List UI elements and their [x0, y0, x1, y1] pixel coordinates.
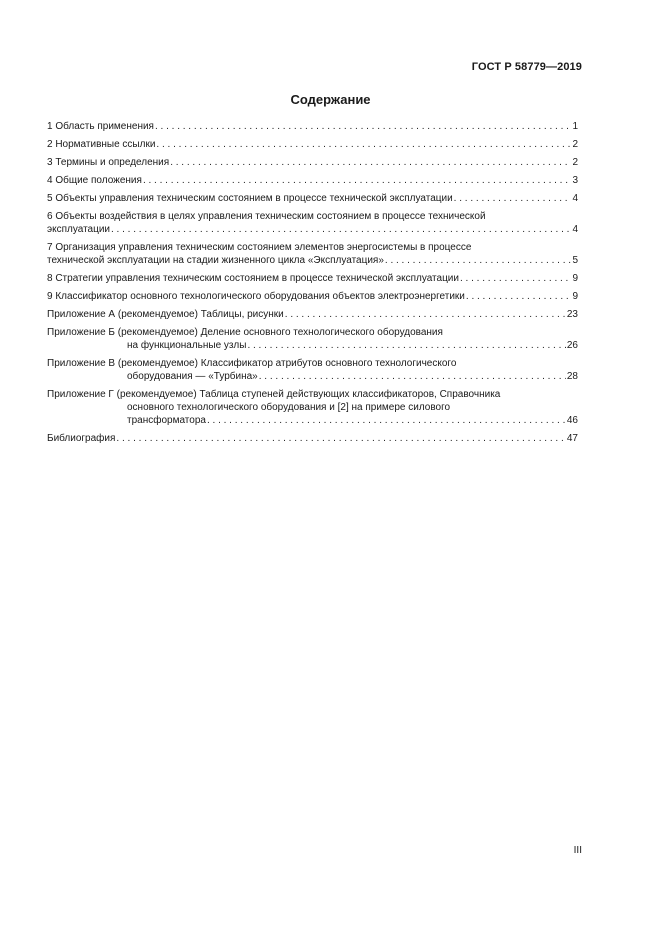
toc-entry[interactable] — [47, 388, 578, 427]
toc-entry-label: 4 Общие положения — [47, 175, 142, 186]
toc-entry-last-line — [47, 339, 578, 352]
toc-entry-last-line — [47, 174, 578, 187]
toc-entry-page: 9 — [572, 291, 578, 302]
toc-entry-page: 26 — [566, 340, 578, 351]
toc-leader-dots — [259, 370, 566, 383]
toc-entry-last-line — [47, 370, 578, 383]
toc-entry-line: Приложение Б (рекомендуемое) Деление основного технологического оборудования — [47, 327, 443, 338]
toc-entry-last-line — [47, 192, 578, 205]
toc-entry-last-line — [47, 308, 578, 321]
toc-leader-dots — [170, 156, 571, 169]
toc-entry-label: на функциональные узлы — [127, 340, 247, 351]
toc-entry-last-line — [47, 138, 578, 151]
toc-entry[interactable] — [47, 120, 578, 133]
toc-entry-page: 9 — [572, 273, 578, 284]
toc-entry-page: 3 — [572, 175, 578, 186]
toc-entry[interactable] — [47, 308, 578, 321]
toc-entry-last-line — [47, 432, 578, 445]
toc-entry-label: 8 Стратегии управления техническим состоянием в процессе технической эксплуатации — [47, 273, 459, 284]
toc-entry-last-line — [47, 290, 578, 303]
toc-entry-page: 4 — [572, 193, 578, 204]
toc-entry-line: Приложение Г (рекомендуемое) Таблица ступеней действующих классификаторов, Справочника — [47, 389, 501, 400]
toc-leader-dots — [116, 432, 565, 445]
toc-leader-dots — [454, 192, 572, 205]
toc-leader-dots — [460, 272, 571, 285]
toc-entry-label: Библиография — [47, 433, 116, 444]
toc-entry[interactable] — [47, 241, 578, 267]
toc-entry[interactable] — [47, 272, 578, 285]
toc-entry[interactable] — [47, 138, 578, 151]
toc-entry-line: 6 Объекты воздействия в целях управления техническим состоянием в процессе технической — [47, 211, 486, 222]
toc-entry-page: 2 — [572, 139, 578, 150]
toc-entry[interactable] — [47, 357, 578, 383]
toc-entry-label: оборудования — «Турбина» — [127, 371, 258, 382]
toc-entry[interactable] — [47, 290, 578, 303]
table-of-contents — [47, 120, 578, 445]
toc-leader-dots — [466, 290, 572, 303]
toc-entry-label: 1 Область применения — [47, 121, 154, 132]
toc-leader-dots — [285, 308, 566, 321]
toc-entry-last-line — [47, 414, 578, 427]
toc-entry-last-line — [47, 223, 578, 236]
toc-leader-dots — [385, 254, 572, 267]
toc-entry-page: 5 — [572, 255, 578, 266]
toc-entry-last-line — [47, 254, 578, 267]
toc-leader-dots — [155, 120, 571, 133]
toc-entry-label: 5 Объекты управления техническим состоянием в процессе технической эксплуатации — [47, 193, 453, 204]
toc-entry-page: 1 — [572, 121, 578, 132]
document-code: ГОСТ Р 58779—2019 — [471, 61, 582, 73]
toc-entry-page: 23 — [566, 309, 578, 320]
page-number: III — [573, 845, 582, 856]
toc-entry-label: 2 Нормативные ссылки — [47, 139, 156, 150]
toc-entry[interactable] — [47, 210, 578, 236]
toc-entry-line: Приложение В (рекомендуемое) Классификатор атрибутов основного технологического — [47, 358, 457, 369]
toc-entry-page: 4 — [572, 224, 578, 235]
toc-entry-last-line — [47, 156, 578, 169]
toc-leader-dots — [111, 223, 571, 236]
toc-entry-label: 9 Классификатор основного технологического оборудования объектов электроэнергетики — [47, 291, 465, 302]
toc-entry-last-line — [47, 272, 578, 285]
toc-entry-label: технической эксплуатации на стадии жизненного цикла «Эксплуатация» — [47, 255, 384, 266]
toc-entry-page: 46 — [566, 415, 578, 426]
toc-leader-dots — [207, 414, 566, 427]
toc-entry-label: эксплуатации — [47, 224, 110, 235]
toc-entry[interactable] — [47, 156, 578, 169]
toc-entry[interactable] — [47, 432, 578, 445]
toc-leader-dots — [247, 339, 565, 352]
toc-entry[interactable] — [47, 174, 578, 187]
toc-leader-dots — [143, 174, 572, 187]
toc-entry[interactable] — [47, 192, 578, 205]
toc-entry-line: основного технологического оборудования и [2] на примере силового — [127, 402, 451, 413]
toc-entry-last-line — [47, 120, 578, 133]
toc-leader-dots — [156, 138, 571, 151]
toc-entry-page: 47 — [566, 433, 578, 444]
toc-entry-line: 7 Организация управления техническим состоянием элементов энергосистемы в процессе — [47, 242, 472, 253]
toc-entry-label: трансформатора — [127, 415, 206, 426]
toc-entry-page: 2 — [572, 157, 578, 168]
toc-entry[interactable] — [47, 326, 578, 352]
toc-entry-label: 3 Термины и определения — [47, 157, 170, 168]
toc-title: Содержание — [290, 92, 371, 107]
toc-entry-page: 28 — [566, 371, 578, 382]
toc-entry-label: Приложение А (рекомендуемое) Таблицы, рисунки — [47, 309, 284, 320]
